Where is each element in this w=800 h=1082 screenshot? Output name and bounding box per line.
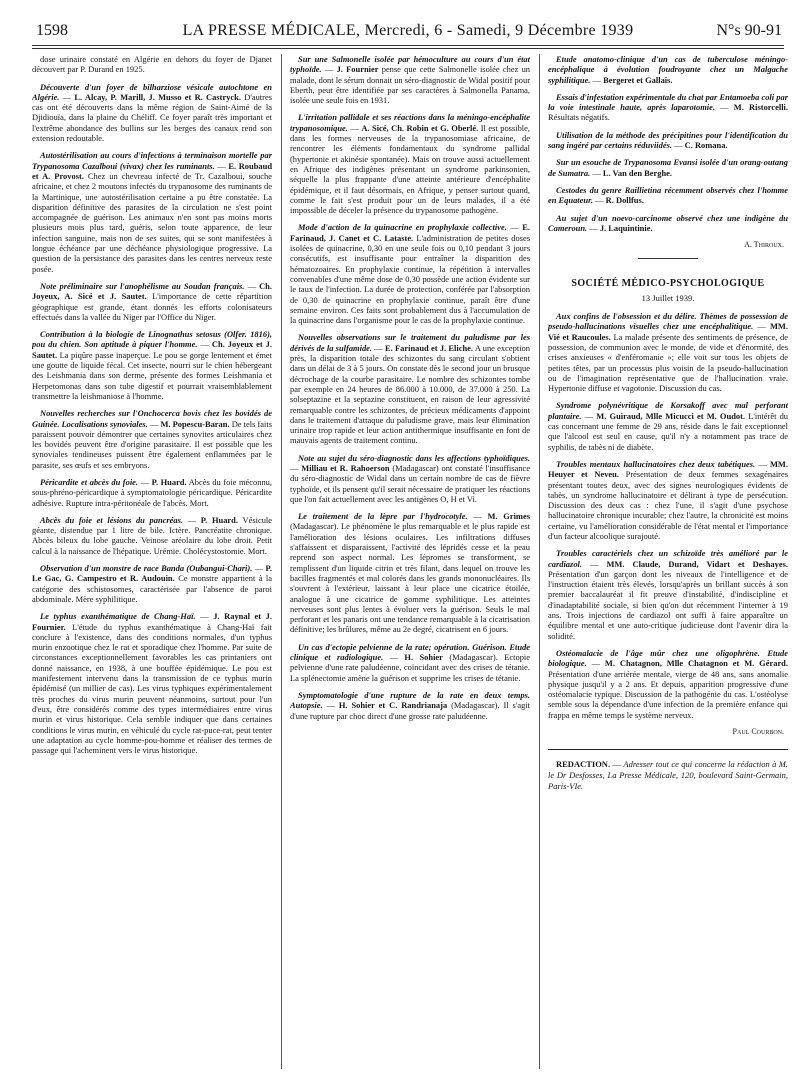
- entry-text: dose urinaire constaté en Algérie en dehors du foyer de Djanet découvert par P. Durand en 1925.: [32, 54, 272, 75]
- entry-authors: M. Ristorcelli.: [733, 102, 788, 113]
- abstract-entry: Aux confins de l'obsession et du délire. Thèmes de possession de pseudo-hallucinations visuelles chez une encéphalitique. — MM. Vié et Raucoules. La malade présente des sentiments de présence, de possession, de communion avec le monde, de vide et d'énormité, des crises anxieuses « d'enféromanie »; elle voit sur tous les objets de petites têtes, par un processus plus voisin de la pseudo-hallucination ou de l'imagination représentative que de l'hallucination vraie. Hypertonie diffuse et vagotonie. Discussion du cas.: [548, 311, 788, 394]
- entry-title: Sur une Salmonelle isolée par hémoculture au cours d'un état typhoïde.: [290, 54, 530, 75]
- entry-authors: M. Chatagnon, Mlle Chatagnon et M. Gérard.: [604, 658, 788, 669]
- abstract-entry: Symptomatologie d'une rupture de la rate en deux temps. Autopsie. — H. Sohier et C. Randrianaja (Madagascar). Il s'agit d'une rupture par choc direct d'une grosse rate paludéenne.: [290, 689, 530, 721]
- entry-text: (Madagascar). Il s'agit d'une rupture par choc direct d'une grosse rate paludéenne.: [290, 700, 530, 721]
- entry-title: Nouvelles observations sur le traitement du paludisme par les dérivés de la sulfamide.: [290, 332, 530, 353]
- abstract-entry: Sur une Salmonelle isolée par hémoculture au cours d'un état typhoïde. — J. Fournier pense que cette Salmonelle isolée chez un malade, dont le sérum donnait un séro-diagnostic de Widal positif pour Eberth, peut être identifiée par ses caractères à Salmonella Panama, isolée une seule fois en 1931.: [290, 54, 530, 106]
- entry-title: Note préliminaire sur l'anophélisme au Soudan français.: [40, 280, 245, 291]
- abstract-entry: Essais d'infestation expérimentale du chat par Entamoeba coli par la voie intestinale haute, après laparotomie. — M. Ristorcelli. Résultats négatifs.: [548, 91, 788, 123]
- entry-authors: MM. Vié et Raucoules.: [548, 321, 788, 342]
- entry-text: L'intérêt du cas concernant une femme de 29 ans, réside dans le fait exceptionnel que l'alcool est seul en cause, qu'il n'y a notamment pas trace de syphilis, de tabès ni de diabète.: [548, 410, 788, 452]
- abstract-entry: Le typhus exanthématique de Chang-Haï. — J. Raynal et J. Fournier. L'étude du typhus exanthématique à Chang-Haï fait conclure à l'existence, dans des conditions normales, d'un typhus murin enzootique chez le rat et sporadique chez l'homme. Par suite de circonstances exceptionnellement favorables les cas printaniers ont donné naissance, en 1938, à une bouffée épidémique. Le pou est manifestement intervenu dans la transmission de ce typhus murin épidémisé (un millier de cas). Les virus typhiques expérimentalement très proches du virus murin peuvent néanmoins, surtout pour l'un d'eux, être considérés comme des types intermédiaires entre virus murin et virus historique. Cela semble indiquer que dans certaines conditions le virus murin, en véhiculé du cycle rat-puce-rat, peut tenter une adaptation au cycle homme-pou-homme et réaliser des termes de passage qui l'acheminent vers le virus historique.: [32, 611, 272, 756]
- entry-title: Le typhus exanthématique de Chang-Haï.: [40, 611, 196, 622]
- entry-title: Le traitement de la lèpre par l'hydrocotyle.: [298, 511, 468, 522]
- column-2: [290, 54, 530, 1069]
- abstract-entry: Utilisation de la méthode des précipitines pour l'identification du sang ingéré par certains réduviidés. — C. Romana.: [548, 129, 788, 151]
- entry-text: Chez un chevreau infecté de Tr. Cazalboui, souche africaine, et chez 2 moutons infectés du trypanosome des ruminants de la Martinique, une autostérilisation certaine a pu être constatée. La disparition définitive des parasites de la circulation ne s'est point accompagnée de guérison. Les animaux n'en sont pas moins morts plusieurs mois plus tard, guéris, selon toute apparence, de leur infection sanguine, mais non de ses suites, qui se sont manifestées à longue échéance par une déchéance physiologique progressive. La question de la persistance des parasites dans les centres nerveux reste posée.: [32, 170, 272, 274]
- entry-authors: L. Alcay, P. Marill, J. Musso et R. Castryck.: [74, 91, 241, 102]
- entry-authors: H. Sohier et C. Randrianaja: [338, 700, 448, 711]
- entry-text: De tels faits paraissent pouvoir démontrer que certaines synovites articulaires chez les bovidés peuvent être d'origine parasitaire. Il est possible que les synoviales tendineuses puissent être également enflammées par le parasite, ses œufs et ses embryons.: [32, 418, 272, 470]
- entry-authors: P. Le Gac, G. Campestro et R. Audouin.: [32, 563, 272, 584]
- redaction-label: REDACTION.: [556, 758, 611, 769]
- entry-authors: E. Farinaud et J. Eliche.: [384, 342, 474, 353]
- section-date: 13 Juillet 1939.: [641, 292, 695, 303]
- abstract-entry: Nouvelles observations sur le traitement du paludisme par les dérivés de la sulfamide. — E. Farinaud et J. Eliche. A une exception près, la disparition totale des schizontes du sang circulant s'obtient dans un délai de 3 à 5 jours. On constate dès le second jour un brusque décrochage de la courbe parasitaire. Le nombre des schizontes tombe par exemple en 24 heures de 86.000 à 10.000, de 37.000 à 250. La solseptazine et la septazine constituent, en raison de leur agressivité remarquable contre les schizontes, de précieux médicaments d'appoint dans le traitement d'attaque du paludisme grave, mais leur élimination urinaire trop rapide et leur action antithermique insuffisante en font de mauvais agents de traitement continu.: [290, 332, 530, 446]
- redaction-text: Adresser tout ce qui concerne la rédaction à M. le Dr Desfosses, La Presse Médicale, 120, boulevard Saint-Germain, Paris-VIe.: [548, 758, 788, 791]
- entry-authors: J. Laquintinie.: [599, 222, 653, 233]
- entry-authors: P. Huard.: [151, 476, 187, 487]
- abstract-entry: Note préliminaire sur l'anophélisme au Soudan français. — Ch. Joyeux, A. Sicé et J. Sautet. L'importance de cette répartition géographique est grande, étant donnés les efforts colonisateurs effectués dans la vallée du Niger par l'Office du Niger.: [32, 280, 272, 322]
- entry-authors: A. Sicé, Ch. Robin et G. Oberlé.: [361, 122, 479, 133]
- entry-text: (Madagascar). Ectopie pelvienne d'une rate paludéenne, coïncidant avec des crises de tétanie. La splénectomie amène la guérison et supprime les crises de tétanie.: [290, 652, 530, 683]
- entry-text: L'importance de cette répartition géographique est grande, étant donnés les efforts colonisateurs effectués dans la vallée du Niger par l'Office du Niger.: [32, 291, 272, 322]
- abstract-entry: Troubles mentaux hallucinatoires chez deux tabétiques. — MM. Heuyer et Neveu. Présentation de deux femmes sexagénaires présentant toutes deux, avec des signes neurologiques évidents de tabès, un syndrome hallucinatoire et délirant à type de persécution. Discussion des deux cas : chez l'une, il s'agit d'une psychose hallucinatoire chronique incurable; chez l'autre, la chronicité est moins certaine, vu l'amélioration considérable de l'état mental et l'importance d'un facteur alcoolique surajouté.: [548, 458, 788, 541]
- entry-authors: Milliau et R. Rahoerson: [301, 462, 390, 473]
- entry-title: Autostérilisation au cours d'infections à terminaison mortelle par Trypanosoma Cazalboui (vivax) chez les ruminants.: [32, 150, 272, 171]
- abstract-entry: Nouvelles recherches sur l'Onchocerca bovis chez les bovidés de Guinée. Localisations synoviales. — M. Popescu-Baran. De tels faits paraissent pouvoir démontrer que certaines synovites articulaires chez les bovidés peuvent être d'origine parasitaire. Il est possible que les synoviales tendineuses puissent être également enflammées par le parasite, ses œufs et ses embryons.: [32, 408, 272, 470]
- entry-title: Etude anatomo-clinique d'un cas de tuberculose méningo-encéphalique à évolution foudroyante chez un Malgache syphilitique.: [548, 54, 788, 85]
- abstract-entry: Le traitement de la lèpre par l'hydrocotyle. — M. Grimes (Madagascar). Le phénomène le plus remarquable et le plus rapide est l'amélioration des lésions oculaires. Les infiltrations diffuses s'affaissent et disparaissent, l'activité des lépridés cesse et la peau reprend son aspect normal. Les lépromes se transforment, se remplissent d'un liquide citrin et très filant, dans lequel on trouve les bacilles fragmentés et mal colorés dans les grands mononucléaires. Ils s'ouvrent à l'extérieur, laissant à leur place une cicatrice étoilée, analogue à une cicatrice de gomme syphilitique. Les atteintes nerveuses sont plus lentes à évoluer vers la guérison. Seuls le mal perforant et les panaris ont une tendance remarquable à la cicatrisation définitive; les brûlures, même au 2e degré, cicatrisent en 6 jours.: [290, 511, 530, 635]
- entry-text: Présentation d'une arriérée mentale, vierge de 48 ans, sans anomalie physique jusqu'il y a 2 ans. Et depuis, apparition progressive d'une ostéomalacie typique. Discussion de la pathogénie du cas. L'ostéolyse semble sous la dépendance d'une infection de la première enfance qui frappa en même temps le système nerveux.: [548, 668, 788, 720]
- entry-text: L'administration de petites doses isolées de quinacrine, 0,30 en une seule fois ou 0,10 pendant 3 jours consécutifs, est insuffisante pour entraîner la disparition des hématozoaires. En prophylaxie continue, la répétition à intervalles convenables d'une même dose de 0,30 possède une action évidente sur le taux de l'infection. La durée de protection, conférée par l'absorption de 0,30 de quinacrine en prophylaxie continue, paraît être d'une semaine environ. Ces faits sont probablement dus à l'accumulation de la quinacrine dans l'organisme pour le cas de la prophylaxie continue.: [290, 232, 530, 326]
- entry-text: (Madagascar) ont constaté l'insuffisance du séro-diagnostic de Widal dans un certain nombre de cas de fièvre typhoïde, et ils pensent qu'il serait nécessaire de pratiquer les réactions que l'on fait actuellement avec les antigènes O, H et Vi.: [290, 462, 530, 504]
- entry-authors: L. Van den Berghe.: [602, 167, 673, 178]
- abstract-entry: Autostérilisation au cours d'infections à terminaison mortelle par Trypanosoma Cazalboui (vivax) chez les ruminants. — E. Roubaud et A. Provost. Chez un chevreau infecté de Tr. Cazalboui, souche africaine, et chez 2 moutons infectés du trypanosome des ruminants de la Martinique, une autostérilisation certaine a pu être constatée. La disparition définitive des parasites de la circulation ne s'est point accompagnée de guérison. Les animaux n'en sont pas moins morts plusieurs mois plus tard, guéris, selon toute apparence, de leur infection sanguine, mais non de ses suites, qui se sont manifestées à longue échéance par une déchéance physiologique progressive. La question de la persistance des parasites dans les centres nerveux reste posée.: [32, 150, 272, 274]
- abstract-entry: Syndrome polynévritique de Korsakoff avec mal perforant plantaire. — M. Guiraud, Mlle Micucci et M. Oudot. L'intérêt du cas concernant une femme de 29 ans, réside dans le fait exceptionnel que l'alcool est seul en cause, qu'il n'y a notamment pas trace de syphilis, de tabès ni de diabète.: [548, 400, 788, 452]
- entry-text: L'étude du typhus exanthématique à Chang-Haï fait conclure à l'existence, dans des conditions normales, d'un typhus murin enzootique chez le rat et sporadique chez l'homme. Par suite de circonstances exceptionnellement favorables les cas printaniers ont donné naissance, en 1938, à une bouffée épidémique. Le pou est manifestement intervenu dans la transmission de ce typhus murin épidémisé (un millier de cas). Les virus typhiques expérimentalement très proches du virus murin peuvent néanmoins, surtout pour l'un d'eux, être considérés comme des types intermédiaires entre virus murin et virus historique. Cela semble indiquer que dans certaines conditions le virus murin, en véhiculé du cycle rat-puce-rat, peut tenter une adaptation au cycle homme-pou-homme et réaliser des termes de passage qui l'acheminent vers le virus historique.: [32, 621, 272, 756]
- entry-title: Syndrome polynévritique de Korsakoff avec mal perforant plantaire.: [548, 400, 788, 421]
- entry-title: Note au sujet du séro-diagnostic dans les affections typhoïdiques.: [298, 452, 530, 463]
- entry-authors: Bergeret et Gallais.: [603, 74, 673, 85]
- column-divider: [539, 54, 540, 1069]
- column-3: [548, 54, 788, 1069]
- abstract-entry: Cestodes du genre Raillietina récemment observés chez l'homme en Equateur. — R. Dollfus.: [548, 184, 788, 206]
- entry-title: Essais d'infestation expérimentale du chat par Entamoeba coli par la voie intestinale haute, après laparotomie.: [548, 91, 788, 113]
- entry-authors: Ch. Joyeux et J. Sautet.: [32, 339, 272, 360]
- entry-authors: J. Fournier: [336, 64, 379, 75]
- entry-text: Abcès du foie méconnu, sous-phréno-péricardique à symptomatologie péricardique. Péricardite adhésive. Rupture intra-péritonéale de l'abcès. Mort.: [32, 476, 272, 508]
- entry-title: Découverte d'un foyer de bilharziose vésicale autochtone en Algérie.: [32, 81, 272, 102]
- entry-text: Résultats négatifs.: [548, 112, 610, 123]
- entry-authors: R. Dollfus.: [605, 195, 644, 206]
- header-rule-top: [32, 45, 784, 46]
- column-1: [32, 54, 272, 1069]
- signature: A. Thiroux.: [744, 240, 784, 250]
- abstract-entry: Péricardite et abcès du foie. — P. Huard. Abcès du foie méconnu, sous-phréno-péricardique à symptomatologie péricardique. Péricardite adhésive. Rupture intra-péritonéale de l'abcès. Mort.: [32, 476, 272, 508]
- abstract-entry: Sur un esouche de Trypanosoma Evansi isolée d'un orang-outang de Sumatra. — L. Van den Berghe.: [548, 157, 788, 178]
- issue-number: N°s 90-91: [716, 22, 782, 39]
- entry-title: Nouvelles recherches sur l'Onchocerca bovis chez les bovidés de Guinée. Localisations synoviales.: [32, 408, 272, 429]
- section-title: SOCIÉTÉ MÉDICO-PSYCHOLOGIQUE: [571, 278, 765, 290]
- journal-title: LA PRESSE MÉDICALE, Mercredi, 6 - Samedi, 9 Décembre 1939: [182, 22, 634, 39]
- entry-title: L'irritation pallidale et ses réactions dans la méningo-encéphalite trypanosomique.: [290, 112, 530, 133]
- entry-authors: C. Romana.: [684, 140, 728, 151]
- entry-text: Ce monstre appartient à la catégorie des schistosomes, caractérisée par l'absence de paroi abdominale. Mère syphilitique.: [32, 573, 272, 604]
- abstract-entry: Contribution à la biologie de Linognathus setosus (Olfer. 1816), pou du chien. Son aptitude à piquer l'homme. — Ch. Joyeux et J. Sautet. La piqûre passe inaperçue. Le pou se gorge lentement et émet une goutte de liquide fécal. Cet insecte, nourri sur le chien hébergeant des Leishmania dans son derme, présente des formes Leishmania et Herpetomonas dans son tube digestif et pourrait vraisemblablement transmettre la leishmaniose à l'homme.: [32, 329, 272, 401]
- abstract-entry: L'irritation pallidale et ses réactions dans la méningo-encéphalite trypanosomique. — A. Sicé, Ch. Robin et G. Oberlé. Il est possible, dans les formes nerveuses de la trypanosomiase africaine, de rencontrer les éléments fondamentaux du syndrome pallidal (hypertonie et akinésie spontanée). Mais on trouve aussi actuellement en Afrique des indigènes présentant un syndrome parkinsonien, séquelle la plus frappante d'une atteinte antérieure d'encéphalite épidémique, et il faut désormais, en Afrique, y penser surtout quand, comme le fait s'est produit pour un de leurs malades, il a été impossible de déceler la présence du trypanosome pathogène.: [290, 112, 530, 216]
- entry-text: Présentation de deux femmes sexagénaires présentant toutes deux, avec des signes neurologiques évidents de tabès, un syndrome hallucinatoire et délirant à type de persécution. Discussion des deux cas : chez l'une, il s'agit d'une psychose hallucinatoire chronique incurable; chez l'autre, la chronicité est moins certaine, vu l'amélioration considérable de l'état mental et l'importance d'un facteur alcoolique surajouté.: [548, 469, 788, 541]
- entry-title: Observation d'un monstre de race Banda (Oubangui-Chari).: [40, 563, 253, 574]
- abstract-entry: Troubles caractériels chez un schizoïde très amélioré par le cardiazol. — MM. Claude, Durand, Vidart et Deshayes. Présentation d'un garçon dont les niveaux de l'intelligence et de l'instruction étaient très élevés, lorsqu'après un brillant succès à son premier baccalauréat il fit preuve d'instabilité, d'indiscipline et d'inadaptabilité sociale, si bien qu'on dut récemment l'interner à 19 ans. Trois injections de cardiazol ont suffi à faire apparaître un équilibre mental et une auto-critique judicieuse dont l'avenir dira la solidité.: [548, 548, 788, 641]
- entry-text: D'autres cas ont été découverts dans la même région de Saint-Aimé de la Djidiouïa, dans la plaine du Chéliff. Ce foyer paraît très important et l'extrême abondance des bullins sur les berges des canaux rend son extension redoutable.: [32, 91, 272, 144]
- entry-authors: P. Huard.: [200, 514, 238, 525]
- entry-authors: MM. Claude, Durand, Vidart et Deshayes.: [606, 558, 788, 569]
- redaction-rule: [548, 749, 788, 750]
- page-header: [32, 22, 784, 44]
- abstract-entry: Note au sujet du séro-diagnostic dans les affections typhoïdiques. — Milliau et R. Rahoerson (Madagascar) ont constaté l'insuffisance du séro-diagnostic de Widal dans un certain nombre de cas de fièvre typhoïde, et ils pensent qu'il serait nécessaire de pratiquer les réactions que l'on fait actuellement avec les antigènes O, H et Vi.: [290, 452, 530, 504]
- abstract-entry: [32, 54, 272, 75]
- entry-authors: MM. Heuyer et Neveu.: [548, 458, 788, 480]
- entry-title: Troubles caractériels chez un schizoïde très amélioré par le cardiazol.: [548, 548, 788, 569]
- abstract-entry: Abcès du foie et lésions du pancréas. — P. Huard. Vésicule géante, distendue par 1 litre de bile. Ictère. Pancréatite chronique. Abcès bileux du lobe gauche. Veinose aréolaire du lobe droit. Petit calcul à la naissance de l'hépatique. Urémie. Cholécystostomie. Mort.: [32, 514, 272, 556]
- entry-title: Au sujet d'un noevo-carcinome observé chez une indigène du Cameroun.: [548, 212, 788, 233]
- entry-authors: E. Roubaud et A. Provost.: [32, 160, 272, 181]
- abstract-entry: Au sujet d'un noevo-carcinome observé chez une indigène du Cameroun. — J. Laquintinie.: [548, 212, 788, 233]
- entry-text: Vésicule géante, distendue par 1 litre de bile. Ictère. Pancréatite chronique. Abcès bileux du lobe gauche. Veinose aréolaire du lobe droit. Petit calcul à la naissance de l'hépatique. Urémie. Cholécystostomie. Mort.: [32, 514, 272, 556]
- signature: Paul Courbon.: [732, 727, 784, 737]
- entry-text: Il est possible, dans les formes nerveuses de la trypanosomiase africaine, de rencontrer les éléments fondamentaux du syndrome pallidal (hypertonie et akinésie spontanée). Mais on trouve aussi actuellement en Afrique des indigènes présentant un syndrome parkinsonien, séquelle la plus frappante d'une atteinte antérieure d'encéphalite épidémique, et il faut désormais, en Afrique, y penser surtout quand, comme le fait s'est produit pour un de leurs malades, il a été impossible de déceler la présence du trypanosome pathogène.: [290, 122, 530, 216]
- entry-title: Utilisation de la méthode des précipitines pour l'identification du sang ingéré par certains réduviidés.: [548, 129, 788, 151]
- entry-title: Un cas d'ectopie pelvienne de la rate; opération. Guérison. Etude clinique et radiologique.: [290, 641, 530, 663]
- entry-text: Présentation d'un garçon dont les niveaux de l'intelligence et de l'instruction étaient très élevés, lorsqu'après un brillant succès à son premier baccalauréat il fit preuve d'instabilité, d'indiscipline et d'inadaptabilité sociale, si bien qu'on dut récemment l'interner à 19 ans. Trois injections de cardiazol ont suffi à faire apparaître un équilibre mental et une auto-critique judicieuse dont l'avenir dira la solidité.: [548, 568, 788, 641]
- entry-title: Ostéomalacie de l'âge mûr chez une oligophrène. Etude biologique.: [548, 647, 788, 669]
- abstract-entry: Observation d'un monstre de race Banda (Oubangui-Chari). — P. Le Gac, G. Campestro et R. Audouin. Ce monstre appartient à la catégorie des schistosomes, caractérisée par l'absence de paroi abdominale. Mère syphilitique.: [32, 563, 272, 604]
- entry-title: Symptomatologie d'une rupture de la rate en deux temps. Autopsie.: [290, 689, 530, 711]
- entry-title: Mode d'action de la quinacrine en prophylaxie collective.: [298, 222, 507, 233]
- column-divider: [281, 54, 282, 1069]
- abstract-entry: Ostéomalacie de l'âge mûr chez une oligophrène. Etude biologique. — M. Chatagnon, Mlle Chatagnon et M. Gérard. Présentation d'une arriérée mentale, vierge de 48 ans, sans anomalie physique jusqu'il y a 2 ans. Et depuis, apparition progressive d'une ostéomalacie typique. Discussion de la pathogénie du cas. L'ostéolyse semble sous la dépendance d'une infection de la première enfance qui frappa en même temps le système nerveux.: [548, 647, 788, 720]
- entry-authors: M. Grimes: [487, 511, 530, 522]
- abstract-entry: Etude anatomo-clinique d'un cas de tuberculose méningo-encéphalique à évolution foudroyante chez un Malgache syphilitique. — Bergeret et Gallais.: [548, 54, 788, 85]
- entry-title: Troubles mentaux hallucinatoires chez deux tabétiques.: [556, 458, 756, 469]
- section-rule: [638, 258, 698, 259]
- abstract-entry: Découverte d'un foyer de bilharziose vésicale autochtone en Algérie. — L. Alcay, P. Marill, J. Musso et R. Castryck. D'autres cas ont été découverts dans la même région de Saint-Aimé de la Djidiouïa, dans la plaine du Chéliff. Ce foyer paraît très important et l'extrême abondance des bullins sur les berges des canaux rend son extension redoutable.: [32, 81, 272, 144]
- entry-text: La piqûre passe inaperçue. Le pou se gorge lentement et émet une goutte de liquide fécal. Cet insecte, nourri sur le chien hébergeant des Leishmania dans son derme, présente des formes Leishmania et Herpetomonas dans son tube digestif et pourrait vraisemblablement transmettre la leishmaniose à l'homme.: [32, 349, 272, 401]
- entry-title: Contribution à la biologie de Linognathus setosus (Olfer. 1816), pou du chien. Son aptitude à piquer l'homme.: [32, 329, 272, 350]
- entry-authors: E. Farinaud, J. Canet et C. Lataste.: [290, 222, 530, 243]
- redaction-notice: REDACTION. — Adresser tout ce qui concerne la rédaction à M. le Dr Desfosses, La Presse Médicale, 120, boulevard Saint-Germain, Paris-VIe.: [548, 758, 788, 791]
- entry-authors: M. Guiraud, Mlle Micucci et M. Oudot.: [596, 410, 746, 421]
- entry-text: La malade présente des sentiments de présence, de possession, de communion avec le monde, de vide et d'énormité, des crises anxieuses « d'enféromanie »; elle voit sur tous les objets de petites têtes, par un processus plus voisin de la pseudo-hallucination ou de l'imagination représentative que de l'hallucination vraie. Hypertonie diffuse et vagotonie. Discussion du cas.: [548, 331, 788, 394]
- entry-text: (Madagascar). Le phénomène le plus remarquable et le plus rapide est l'amélioration des lésions oculaires. Les infiltrations diffuses s'affaissent et disparaissent, l'activité des lépridés cesse et la peau reprend son aspect normal. Les lépromes se transforment, se remplissent d'un liquide citrin et très filant, dans lequel on trouve les bacilles fragmentés et mal colorés dans les grands mononucléaires. Ils s'ouvrent à l'extérieur, laissant à leur place une cicatrice étoilée, analogue à une cicatrice de gomme syphilitique. Les atteintes nerveuses sont plus lentes à évoluer vers la guérison. Seuls le mal perforant et les panaris ont une tendance remarquable à la cicatrisation définitive; les brûlures, même au 2e degré, cicatrisent en 6 jours.: [290, 521, 530, 635]
- page-number: 1598: [36, 22, 68, 39]
- entry-authors: Ch. Joyeux, A. Sicé et J. Sautet.: [32, 280, 272, 302]
- entry-text: pense que cette Salmonelle isolée chez un malade, dont le sérum donnait un séro-diagnostic de Widal positif pour Eberth, peut être identifiée par ses caractères à Salmonella Panama, isolée une seule fois en 1931.: [290, 64, 530, 106]
- entry-authors: M. Popescu-Baran.: [160, 418, 230, 429]
- entry-title: Sur un esouche de Trypanosoma Evansi isolée d'un orang-outang de Sumatra.: [548, 157, 788, 178]
- header-rule-bottom: [32, 48, 784, 49]
- entry-title: Péricardite et abcès du foie.: [40, 476, 139, 487]
- abstract-entry: Mode d'action de la quinacrine en prophylaxie collective. — E. Farinaud, J. Canet et C. Lataste. L'administration de petites doses isolées de quinacrine, 0,30 en une seule fois ou 0,10 pendant 3 jours consécutifs, est insuffisante pour entraîner la disparition des hématozoaires. En prophylaxie continue, la répétition à intervalles convenables d'une même dose de 0,30 possède une action évidente sur le taux de l'infection. La durée de protection, conférée par l'absorption de 0,30 de quinacrine en prophylaxie continue, paraît être d'une semaine environ. Ces faits sont probablement dus à l'accumulation de la quinacrine dans l'organisme pour le cas de la prophylaxie continue.: [290, 222, 530, 326]
- entry-title: Cestodes du genre Raillietina récemment observés chez l'homme en Equateur.: [548, 184, 788, 206]
- entry-title: Aux confins de l'obsession et du délire. Thèmes de possession de pseudo-hallucinations visuelles chez une encéphalitique.: [548, 311, 788, 332]
- entry-authors: H. Sohier: [404, 652, 443, 663]
- entry-title: Abcès du foie et lésions du pancréas.: [40, 514, 184, 525]
- entry-authors: J. Raynal et J. Fournier.: [32, 611, 272, 632]
- entry-text: A une exception près, la disparition totale des schizontes du sang circulant s'obtient dans un délai de 3 à 5 jours. On constate dès le second jour un brusque décrochage de la courbe parasitaire. Le nombre des schizontes tombe par exemple en 24 heures de 86.000 à 10.000, de 37.000 à 250. La solseptazine et la septazine constituent, en raison de leur agressivité remarquable contre les schizontes, de précieux médicaments d'appoint dans le traitement d'attaque du paludisme grave, mais leur élimination urinaire trop rapide et leur action antithermique insuffisante en font de mauvais agents de traitement continu.: [290, 342, 530, 446]
- abstract-entry: Un cas d'ectopie pelvienne de la rate; opération. Guérison. Etude clinique et radiologique. — H. Sohier (Madagascar). Ectopie pelvienne d'une rate paludéenne, coïncidant avec des crises de tétanie. La splénectomie amène la guérison et supprime les crises de tétanie.: [290, 641, 530, 683]
